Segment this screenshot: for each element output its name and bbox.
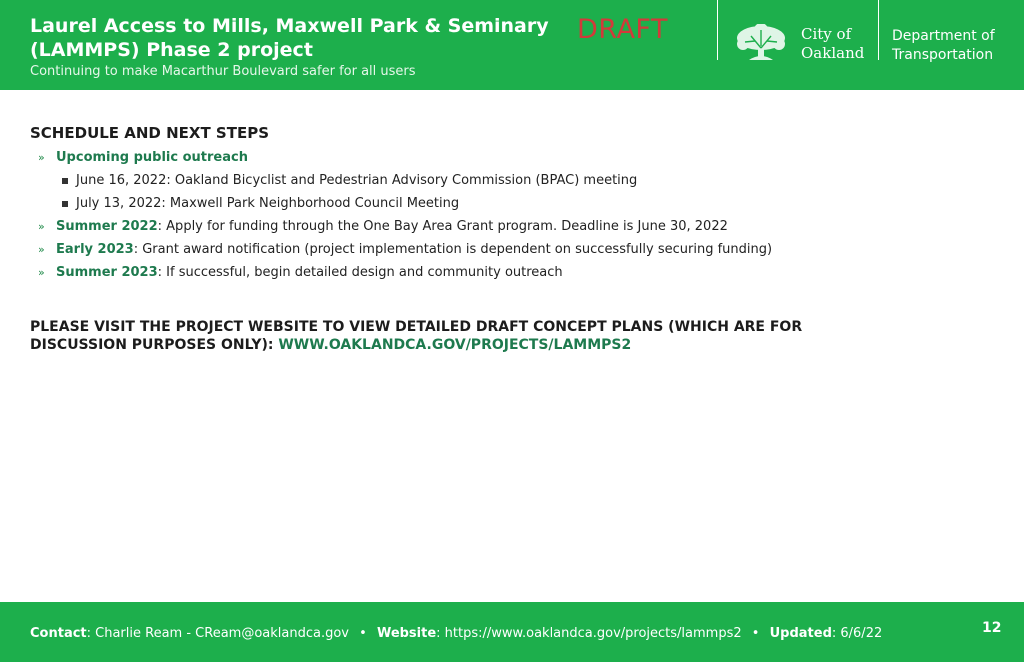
- footer-info: [30, 625, 882, 643]
- step-label: Early 2023: [56, 242, 134, 257]
- updated-value: : 6/6/22: [831, 626, 883, 641]
- logo-line-2: Oakland: [801, 44, 865, 62]
- footer-separator: •: [751, 626, 760, 641]
- draft-label: DRAFT: [577, 14, 668, 45]
- square-bullet-icon: [62, 178, 68, 184]
- list-item: [56, 192, 990, 215]
- outreach-item: July 13, 2022: Maxwell Park Neighborhood Council Meeting: [76, 196, 460, 211]
- header-divider: [717, 0, 718, 60]
- step-label: Summer 2023: [56, 265, 158, 280]
- logo-line-1: City of: [801, 25, 852, 43]
- list-item: [30, 215, 990, 238]
- chevron-marker-icon: »: [38, 266, 45, 279]
- city-of-oakland-logo: [801, 25, 864, 63]
- website-label: Website: [376, 626, 437, 641]
- step-text: : Apply for funding through the One Bay Area Grant program. Deadline is June 30, 2022: [157, 219, 728, 234]
- oak-tree-icon: [733, 24, 789, 64]
- updated-label: Updated: [769, 626, 832, 641]
- department-line-1: Department of: [892, 28, 995, 44]
- header-divider: [878, 0, 879, 60]
- department-name: [892, 27, 995, 65]
- project-website-callout: [30, 318, 850, 354]
- list-item: [56, 169, 990, 192]
- section-heading: SCHEDULE AND NEXT STEPS: [30, 124, 270, 142]
- list-item: [30, 261, 990, 284]
- list-item: [30, 146, 990, 215]
- list-item: [30, 238, 990, 261]
- chevron-marker-icon: »: [38, 220, 45, 233]
- chevron-marker-icon: »: [38, 151, 45, 164]
- outreach-list: [56, 169, 990, 215]
- outreach-item: June 16, 2022: Oakland Bicyclist and Pedestrian Advisory Commission (BPAC) meeting: [76, 173, 638, 188]
- visit-text: PLEASE VISIT THE PROJECT WEBSITE TO VIEW DETAILED DRAFT CONCEPT PLANS (WHICH ARE FOR DISCUSSION PURPOSES ONLY):: [30, 319, 803, 353]
- page-subtitle: Continuing to make Macarthur Boulevard safer for all users: [30, 64, 416, 79]
- step-text: : If successful, begin detailed design and community outreach: [157, 265, 563, 280]
- project-website-link[interactable]: WWW.OAKLANDCA.GOV/PROJECTS/LAMMPS2: [278, 337, 632, 353]
- schedule-section: [30, 124, 990, 284]
- contact-value[interactable]: : Charlie Ream - CReam@oaklandca.gov: [86, 626, 349, 641]
- footer-separator: •: [359, 626, 367, 641]
- contact-label: Contact: [30, 626, 87, 641]
- square-bullet-icon: [62, 201, 68, 207]
- footer-bar: [0, 602, 1024, 662]
- page-number: 12: [982, 620, 1002, 636]
- chevron-marker-icon: »: [38, 243, 45, 256]
- outreach-label: Upcoming public outreach: [56, 150, 248, 165]
- step-text: : Grant award notification (project implementation is dependent on successfully securing funding): [133, 242, 773, 257]
- department-line-2: Transportation: [892, 47, 994, 63]
- website-value[interactable]: : https://www.oaklandca.gov/projects/lammps2: [436, 626, 742, 641]
- page-title: Laurel Access to Mills, Maxwell Park & Seminary (LAMMPS) Phase 2 project: [30, 15, 549, 61]
- step-label: Summer 2022: [56, 219, 158, 234]
- steps-list: [30, 146, 990, 284]
- header-banner: [0, 0, 1024, 90]
